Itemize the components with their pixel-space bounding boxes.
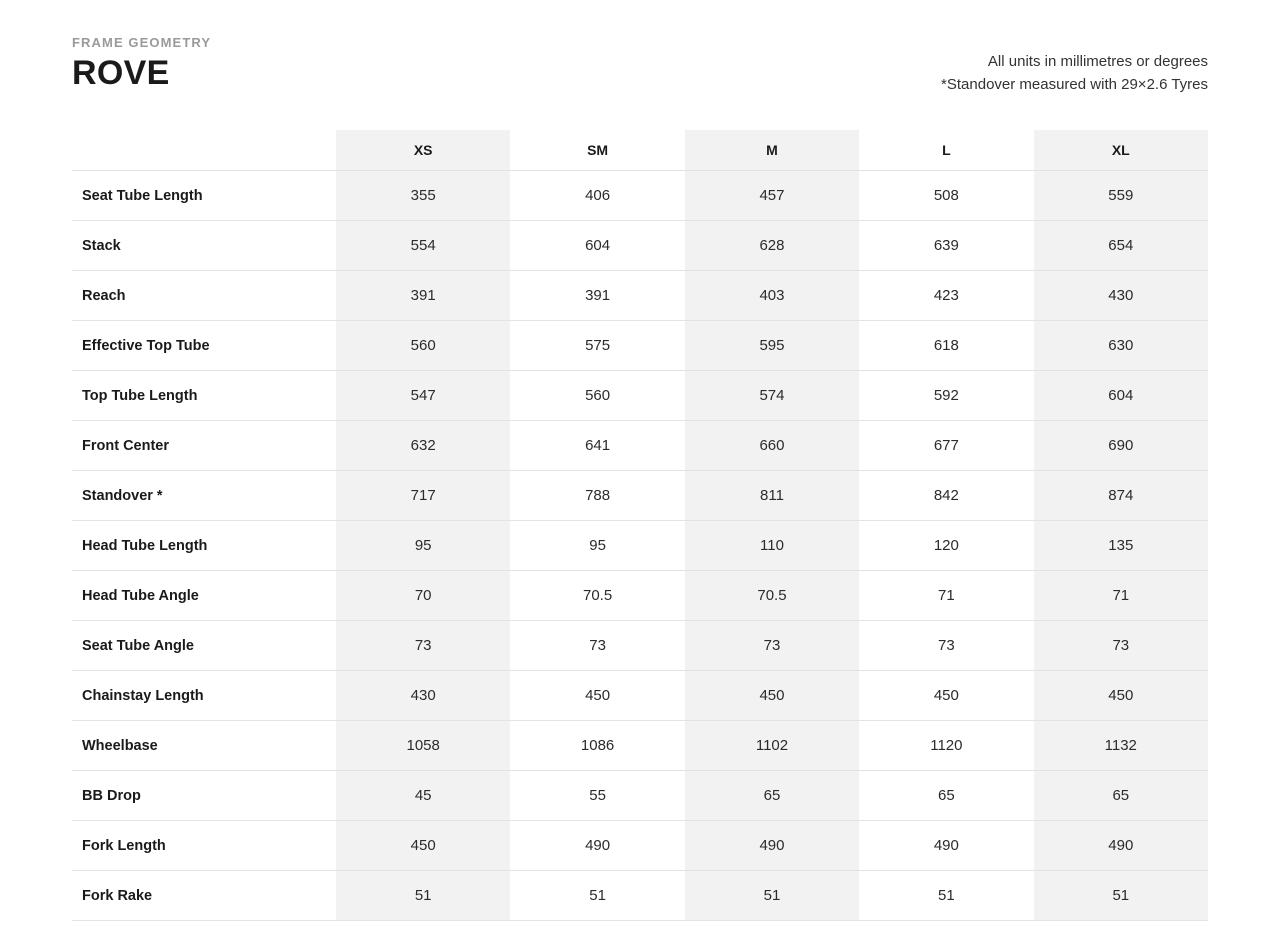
cell-value: 874 <box>1034 471 1208 521</box>
cell-value: 95 <box>510 521 684 571</box>
row-label: Stack <box>72 221 336 271</box>
cell-value: 450 <box>685 671 859 721</box>
row-label: Fork Rake <box>72 871 336 921</box>
cell-value: 628 <box>685 221 859 271</box>
cell-value: 65 <box>859 771 1033 821</box>
cell-value: 430 <box>336 671 510 721</box>
cell-value: 73 <box>859 621 1033 671</box>
cell-value: 71 <box>1034 571 1208 621</box>
cell-value: 51 <box>685 871 859 921</box>
cell-value: 508 <box>859 171 1033 221</box>
cell-value: 450 <box>336 821 510 871</box>
cell-value: 406 <box>510 171 684 221</box>
table-row <box>72 671 1208 721</box>
cell-value: 120 <box>859 521 1033 571</box>
cell-value: 575 <box>510 321 684 371</box>
cell-value: 95 <box>336 521 510 571</box>
column-header-l: L <box>859 130 1033 171</box>
cell-value: 423 <box>859 271 1033 321</box>
row-label: Front Center <box>72 421 336 471</box>
cell-value: 811 <box>685 471 859 521</box>
table-row <box>72 221 1208 271</box>
cell-value: 547 <box>336 371 510 421</box>
row-label: Standover * <box>72 471 336 521</box>
cell-value: 65 <box>685 771 859 821</box>
geometry-table <box>72 130 1208 921</box>
row-label: Seat Tube Angle <box>72 621 336 671</box>
cell-value: 1120 <box>859 721 1033 771</box>
cell-value: 70.5 <box>510 571 684 621</box>
column-header-label <box>72 130 336 171</box>
table-row <box>72 521 1208 571</box>
page-eyebrow: FRAME GEOMETRY <box>72 35 212 50</box>
header-notes <box>941 36 1208 97</box>
row-label: Reach <box>72 271 336 321</box>
row-label: Head Tube Angle <box>72 571 336 621</box>
cell-value: 1058 <box>336 721 510 771</box>
cell-value: 641 <box>510 421 684 471</box>
cell-value: 73 <box>1034 621 1208 671</box>
title-block <box>72 36 211 92</box>
table-row <box>72 321 1208 371</box>
cell-value: 490 <box>510 821 684 871</box>
row-label: Seat Tube Length <box>72 171 336 221</box>
cell-value: 490 <box>1034 821 1208 871</box>
column-header-sm: SM <box>510 130 684 171</box>
table-row <box>72 871 1208 921</box>
cell-value: 560 <box>336 321 510 371</box>
cell-value: 391 <box>510 271 684 321</box>
table-body <box>72 171 1208 921</box>
cell-value: 51 <box>1034 871 1208 921</box>
table-row <box>72 371 1208 421</box>
cell-value: 71 <box>859 571 1033 621</box>
table-row <box>72 171 1208 221</box>
cell-value: 842 <box>859 471 1033 521</box>
cell-value: 135 <box>1034 521 1208 571</box>
row-label: Wheelbase <box>72 721 336 771</box>
cell-value: 574 <box>685 371 859 421</box>
cell-value: 110 <box>685 521 859 571</box>
cell-value: 632 <box>336 421 510 471</box>
column-header-m: M <box>685 130 859 171</box>
table-row <box>72 771 1208 821</box>
table-row <box>72 271 1208 321</box>
cell-value: 450 <box>1034 671 1208 721</box>
cell-value: 355 <box>336 171 510 221</box>
cell-value: 51 <box>859 871 1033 921</box>
page-header <box>72 36 1208 108</box>
cell-value: 604 <box>1034 371 1208 421</box>
cell-value: 490 <box>685 821 859 871</box>
cell-value: 1132 <box>1034 721 1208 771</box>
table-row <box>72 471 1208 521</box>
cell-value: 1102 <box>685 721 859 771</box>
table-row <box>72 571 1208 621</box>
column-header-xs: XS <box>336 130 510 171</box>
cell-value: 560 <box>510 371 684 421</box>
cell-value: 595 <box>685 321 859 371</box>
cell-value: 403 <box>685 271 859 321</box>
cell-value: 490 <box>859 821 1033 871</box>
cell-value: 450 <box>859 671 1033 721</box>
table-row <box>72 821 1208 871</box>
cell-value: 618 <box>859 321 1033 371</box>
cell-value: 73 <box>685 621 859 671</box>
table-head <box>72 130 1208 171</box>
cell-value: 65 <box>1034 771 1208 821</box>
row-label: Effective Top Tube <box>72 321 336 371</box>
page-title: ROVE <box>72 54 170 93</box>
cell-value: 660 <box>685 421 859 471</box>
cell-value: 690 <box>1034 421 1208 471</box>
row-label: Chainstay Length <box>72 671 336 721</box>
cell-value: 430 <box>1034 271 1208 321</box>
cell-value: 457 <box>685 171 859 221</box>
cell-value: 677 <box>859 421 1033 471</box>
table-row <box>72 421 1208 471</box>
note-units: All units in millimetres or degrees <box>987 53 1208 70</box>
cell-value: 639 <box>859 221 1033 271</box>
cell-value: 70.5 <box>685 571 859 621</box>
cell-value: 51 <box>336 871 510 921</box>
cell-value: 1086 <box>510 721 684 771</box>
cell-value: 604 <box>510 221 684 271</box>
cell-value: 554 <box>336 221 510 271</box>
cell-value: 654 <box>1034 221 1208 271</box>
cell-value: 559 <box>1034 171 1208 221</box>
row-label: Fork Length <box>72 821 336 871</box>
cell-value: 717 <box>336 471 510 521</box>
row-label: Head Tube Length <box>72 521 336 571</box>
cell-value: 788 <box>510 471 684 521</box>
cell-value: 630 <box>1034 321 1208 371</box>
table-row <box>72 721 1208 771</box>
cell-value: 45 <box>336 771 510 821</box>
row-label: Top Tube Length <box>72 371 336 421</box>
note-standover: *Standover measured with 29×2.6 Tyres <box>941 76 1208 94</box>
cell-value: 592 <box>859 371 1033 421</box>
cell-value: 73 <box>510 621 684 671</box>
cell-value: 391 <box>336 271 510 321</box>
table-header-row <box>72 130 1208 171</box>
row-label: BB Drop <box>72 771 336 821</box>
cell-value: 55 <box>510 771 684 821</box>
table-row <box>72 621 1208 671</box>
cell-value: 450 <box>510 671 684 721</box>
cell-value: 51 <box>510 871 684 921</box>
cell-value: 70 <box>336 571 510 621</box>
column-header-xl: XL <box>1034 130 1208 171</box>
cell-value: 73 <box>336 621 510 671</box>
